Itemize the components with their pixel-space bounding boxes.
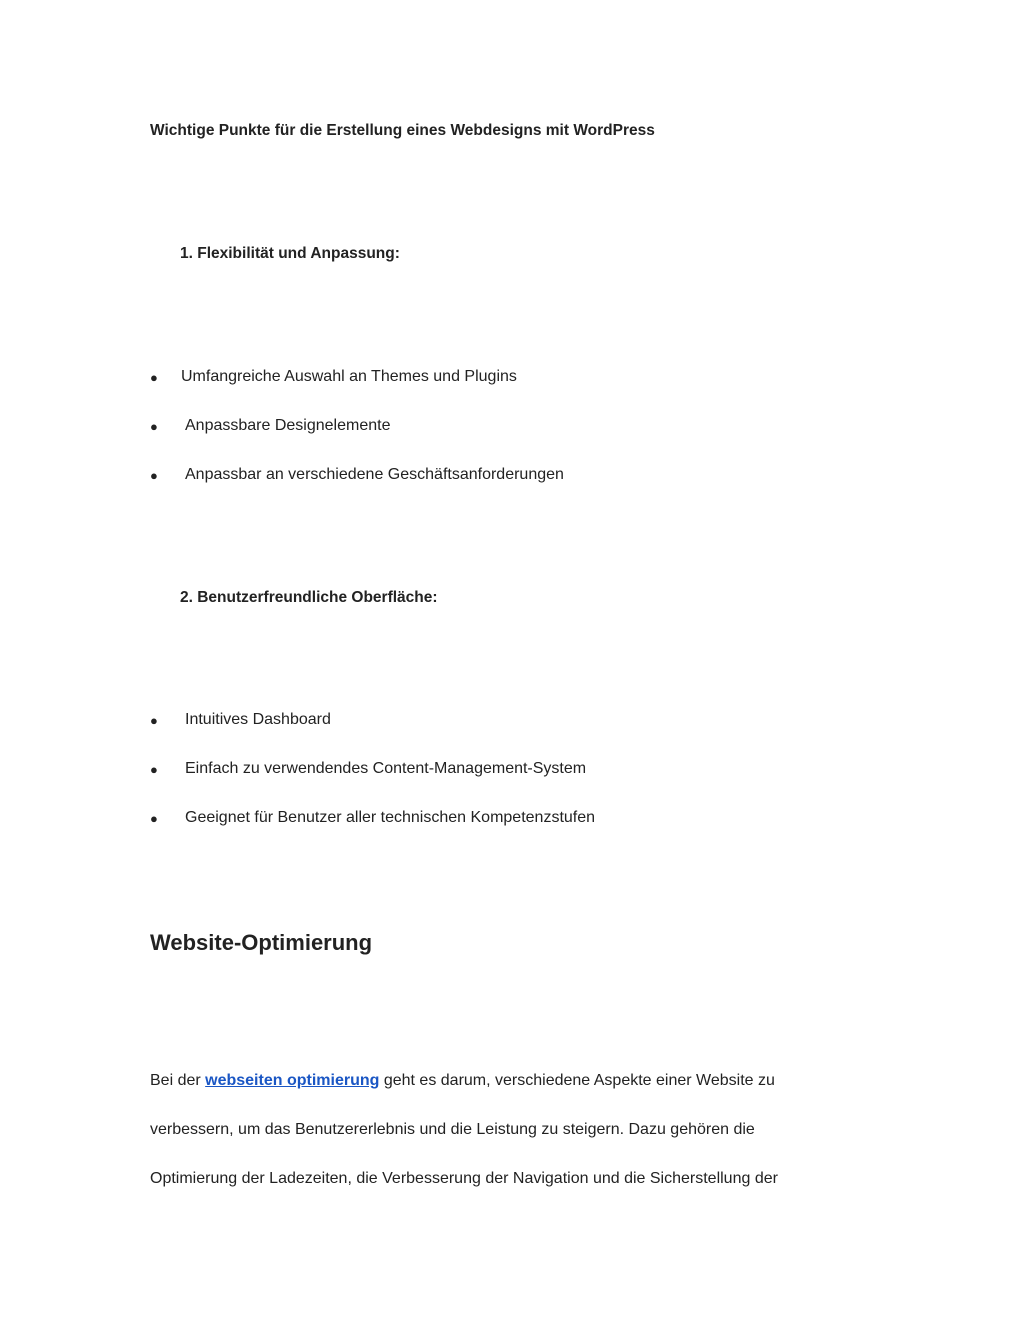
paragraph-line: Optimierung der Ladezeiten, die Verbesserung der Navigation und die Sicherstellung der	[150, 1170, 778, 1187]
section-heading-usability: 2. Benutzerfreundliche Oberfläche:	[180, 589, 438, 606]
bullet-icon: ●	[150, 811, 158, 826]
bullet-icon: ●	[150, 713, 158, 728]
list-item: Anpassbare Designelemente	[185, 417, 391, 434]
paragraph-line: verbessern, um das Benutzererlebnis und die Leistung zu steigern. Dazu gehören die	[150, 1121, 755, 1138]
list-item: Intuitives Dashboard	[185, 711, 331, 728]
paragraph-text: Bei der	[150, 1072, 206, 1089]
bullet-icon: ●	[150, 419, 158, 434]
bullet-icon: ●	[150, 762, 158, 777]
paragraph-text: geht es darum, verschiedene Aspekte einer Website zu	[379, 1072, 775, 1089]
document-title: Wichtige Punkte für die Erstellung eines Webdesigns mit WordPress	[150, 122, 655, 139]
bullet-icon: ●	[150, 468, 158, 483]
list-item: Umfangreiche Auswahl an Themes und Plugins	[181, 368, 517, 385]
list-item: Anpassbar an verschiedene Geschäftsanforderungen	[185, 466, 564, 483]
webseiten-optimierung-link[interactable]: webseiten optimierung	[205, 1072, 380, 1089]
optimization-heading: Website-Optimierung	[150, 930, 373, 955]
section-heading-flexibility: 1. Flexibilität und Anpassung:	[180, 245, 400, 262]
list-item: Geeignet für Benutzer aller technischen Kompetenzstufen	[185, 809, 596, 826]
list-item: Einfach zu verwendendes Content-Management-System	[185, 760, 587, 777]
paragraph-line	[150, 1072, 775, 1090]
bullet-icon: ●	[150, 370, 158, 385]
